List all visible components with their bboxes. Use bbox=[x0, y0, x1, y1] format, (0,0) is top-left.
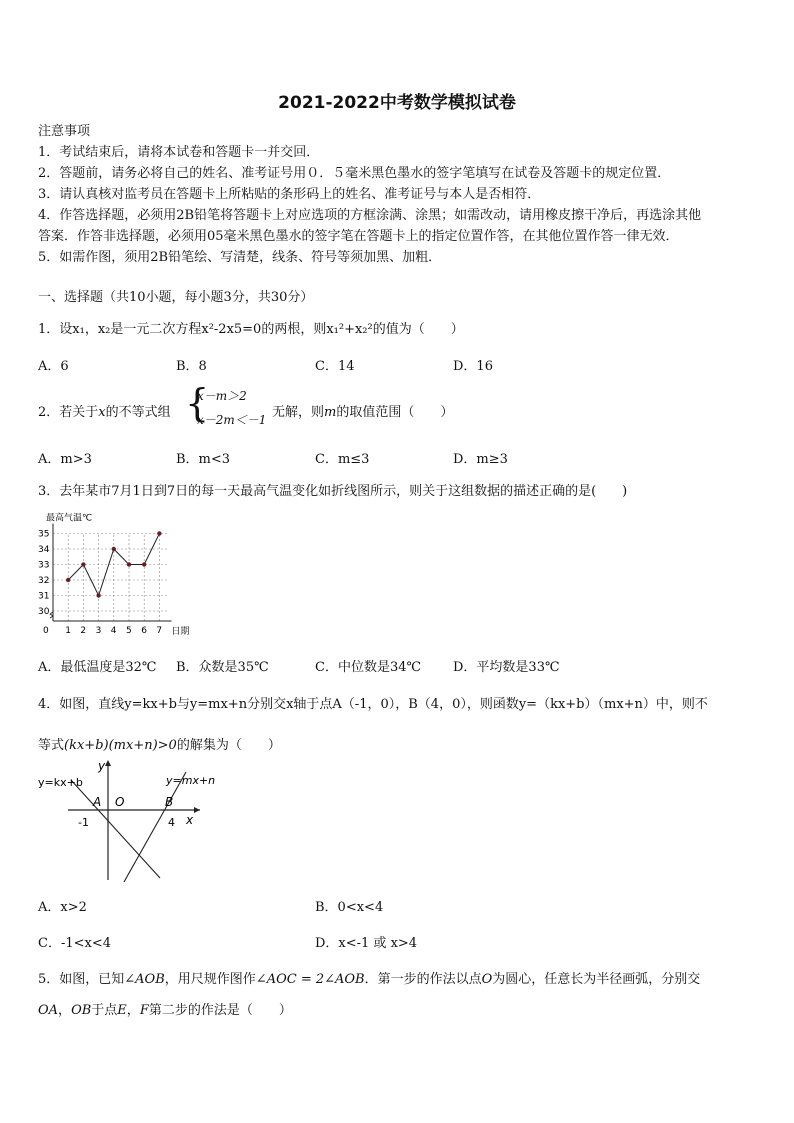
data-point bbox=[96, 593, 100, 597]
question-1: 1．设x₁，x₂是一元二次方程x²-2x5=0的两根，则x₁²+x₂²的值为（ ） bbox=[38, 322, 464, 337]
q4-option-c: C．-1<x<4 bbox=[38, 936, 111, 951]
x-tick-label: 2 bbox=[80, 626, 87, 636]
temperature-line-chart bbox=[38, 506, 208, 641]
x-tick-label: 3 bbox=[95, 626, 102, 636]
tick-4: 4 bbox=[168, 816, 175, 829]
q2-inequality-1: x－m＞2 bbox=[197, 389, 247, 403]
question-3: 3．去年某市7月1日到7日的每一天最高气温变化如折线图所示，则关于这组数据的描述正确的是( ) bbox=[38, 484, 628, 499]
q4-prefix: 等式 bbox=[38, 738, 65, 753]
y-tick-label: 32 bbox=[38, 576, 50, 586]
q5-suffix: 为圆心，任意长为半径画弧，分别交 bbox=[492, 972, 701, 987]
y-axis-label: y bbox=[98, 759, 106, 773]
q5-mid-3: 于点 bbox=[91, 1003, 118, 1018]
y-tick-label: 33 bbox=[38, 560, 50, 571]
data-point bbox=[142, 562, 146, 566]
question-5-line-2 bbox=[38, 999, 292, 1018]
q3-option-d: D．平均数是33℃ bbox=[453, 660, 560, 675]
x-tick-label: 4 bbox=[110, 626, 117, 636]
notice-heading: 注意事项 bbox=[38, 124, 91, 139]
origin-label: 0 bbox=[43, 626, 49, 636]
notice-item: 5．如需作图，须用2B铅笔绘、写清楚，线条、符号等须加黑、加粗． bbox=[38, 250, 442, 265]
q2-option-c: C．m≤3 bbox=[315, 452, 370, 467]
q2-option-b: B．m<3 bbox=[176, 452, 231, 467]
q4-option-b: B．0<x<4 bbox=[315, 900, 384, 915]
question-5 bbox=[38, 968, 700, 987]
q5-suffix-2: 第二步的作法是（ ） bbox=[148, 1003, 292, 1018]
point-a-label: A bbox=[93, 795, 102, 809]
q1-option-b: B．8 bbox=[176, 359, 207, 374]
data-point bbox=[81, 562, 85, 566]
y-tick-label: 34 bbox=[38, 545, 50, 555]
x-tick-label: 1 bbox=[65, 626, 71, 636]
q5-ob: OB bbox=[71, 1003, 92, 1018]
y-tick-label: 30 bbox=[38, 607, 50, 617]
y-tick-label: 31 bbox=[38, 591, 50, 602]
section-heading: 一、选择题（共10小题，每小题3分，共30分） bbox=[38, 290, 314, 305]
q2-suffix-2: 的取值范围（ ） bbox=[336, 405, 454, 420]
q2-option-a: A．m>3 bbox=[38, 452, 92, 467]
q5-prefix: 5．如图，已知 bbox=[38, 972, 125, 987]
q5-point-f: F bbox=[139, 1003, 149, 1018]
x-tick-label: 7 bbox=[156, 626, 163, 636]
data-point bbox=[157, 531, 161, 535]
notice-item: 2．答题前，请务必将自己的姓名、准考证号用０．５毫米黑色墨水的签字笔填写在试卷及答题卡的规定位置． bbox=[38, 166, 671, 181]
question-4: 4．如图，直线y=kx+b与y=mx+n分别交x轴于点A（-1，0），B（4，0），则函数y=（kx+b）（mx+n）中，则不 bbox=[38, 697, 708, 712]
q4-option-d: D．x<-1 或 x>4 bbox=[315, 936, 418, 951]
q3-option-c: C．中位数是34℃ bbox=[315, 660, 422, 675]
point-o-label: O bbox=[115, 795, 125, 809]
question-2 bbox=[38, 401, 171, 420]
notice-item: 3．请认真核对监考员在答题卡上所粘贴的条形码上的姓名、准考证号与本人是否相符． bbox=[38, 187, 541, 202]
y-tick-label: 35 bbox=[38, 529, 50, 540]
q1-option-c: C．14 bbox=[315, 359, 355, 374]
question-2-suffix bbox=[272, 401, 453, 420]
q1-option-a: A．6 bbox=[38, 359, 69, 374]
q2-var-m: m bbox=[324, 405, 337, 420]
page-title: 2021-2022中考数学模拟试卷 bbox=[278, 93, 516, 113]
q5-comma-2: ， bbox=[126, 1003, 140, 1018]
data-point bbox=[66, 578, 70, 582]
x-axis-title: 日期 bbox=[171, 627, 190, 637]
q2-suffix-1: 无解，则 bbox=[272, 405, 325, 420]
q2-option-d: D．m≥3 bbox=[453, 452, 508, 467]
q5-point-o: O bbox=[481, 972, 493, 987]
q4-option-a: A．x>2 bbox=[38, 900, 87, 915]
q5-angle-aob: ∠AOB bbox=[124, 972, 165, 987]
data-point bbox=[112, 547, 116, 551]
x-tick-label: 5 bbox=[126, 626, 132, 636]
x-tick-label: 6 bbox=[141, 626, 147, 636]
tick-neg1: -1 bbox=[78, 816, 89, 829]
label-y-kx-b: y=kx+b bbox=[38, 776, 83, 789]
q5-mid: ，用尺规作图作 bbox=[164, 972, 256, 987]
q5-point-e: E bbox=[117, 1003, 127, 1018]
q4-inequality: (kx+b)(mx+n)>0 bbox=[64, 738, 177, 753]
q1-option-d: D．16 bbox=[453, 359, 493, 374]
label-y-mx-n: y=mx+n bbox=[166, 774, 216, 787]
data-point bbox=[127, 562, 131, 566]
q3-option-b: B．众数是35℃ bbox=[176, 660, 269, 675]
notice-item: 4．作答选择题，必须用2B铅笔将答题卡上对应选项的方框涂满、涂黑；如需改动，请用橡皮擦干净后，再选涂其他 bbox=[38, 208, 702, 223]
q5-oa: OA bbox=[38, 1003, 59, 1018]
q2-mid: 的不等式组 bbox=[105, 405, 171, 420]
q3-option-a: A．最低温度是32℃ bbox=[38, 660, 157, 675]
y-axis-title: 最高气温℃ bbox=[46, 513, 93, 524]
notice-item: 1．考试结束后，请将本试卷和答题卡一并交回． bbox=[38, 145, 320, 160]
q5-angle-eq: ∠AOC = 2∠AOB bbox=[255, 972, 365, 987]
notice-item: 答案．作答非选择题，必须用05毫米黑色墨水的签字笔在答题卡上的指定位置作答，在其他位置作答一律无效． bbox=[38, 229, 679, 244]
q2-prefix: 2．若关于 bbox=[38, 405, 99, 420]
q2-inequality-2: x－2m＜－1 bbox=[197, 413, 267, 427]
x-axis-label: x bbox=[186, 813, 194, 827]
q4-suffix: 的解集为（ ） bbox=[176, 738, 281, 753]
question-4-line-2 bbox=[38, 734, 281, 753]
q5-comma-1: ， bbox=[58, 1003, 72, 1018]
q5-mid2: ．第一步的作法以点 bbox=[364, 972, 482, 987]
q2-var-x: x bbox=[98, 405, 106, 420]
q2-brace: { bbox=[185, 381, 210, 425]
point-b-label: B bbox=[165, 795, 174, 809]
q4-line-figure bbox=[38, 758, 228, 886]
